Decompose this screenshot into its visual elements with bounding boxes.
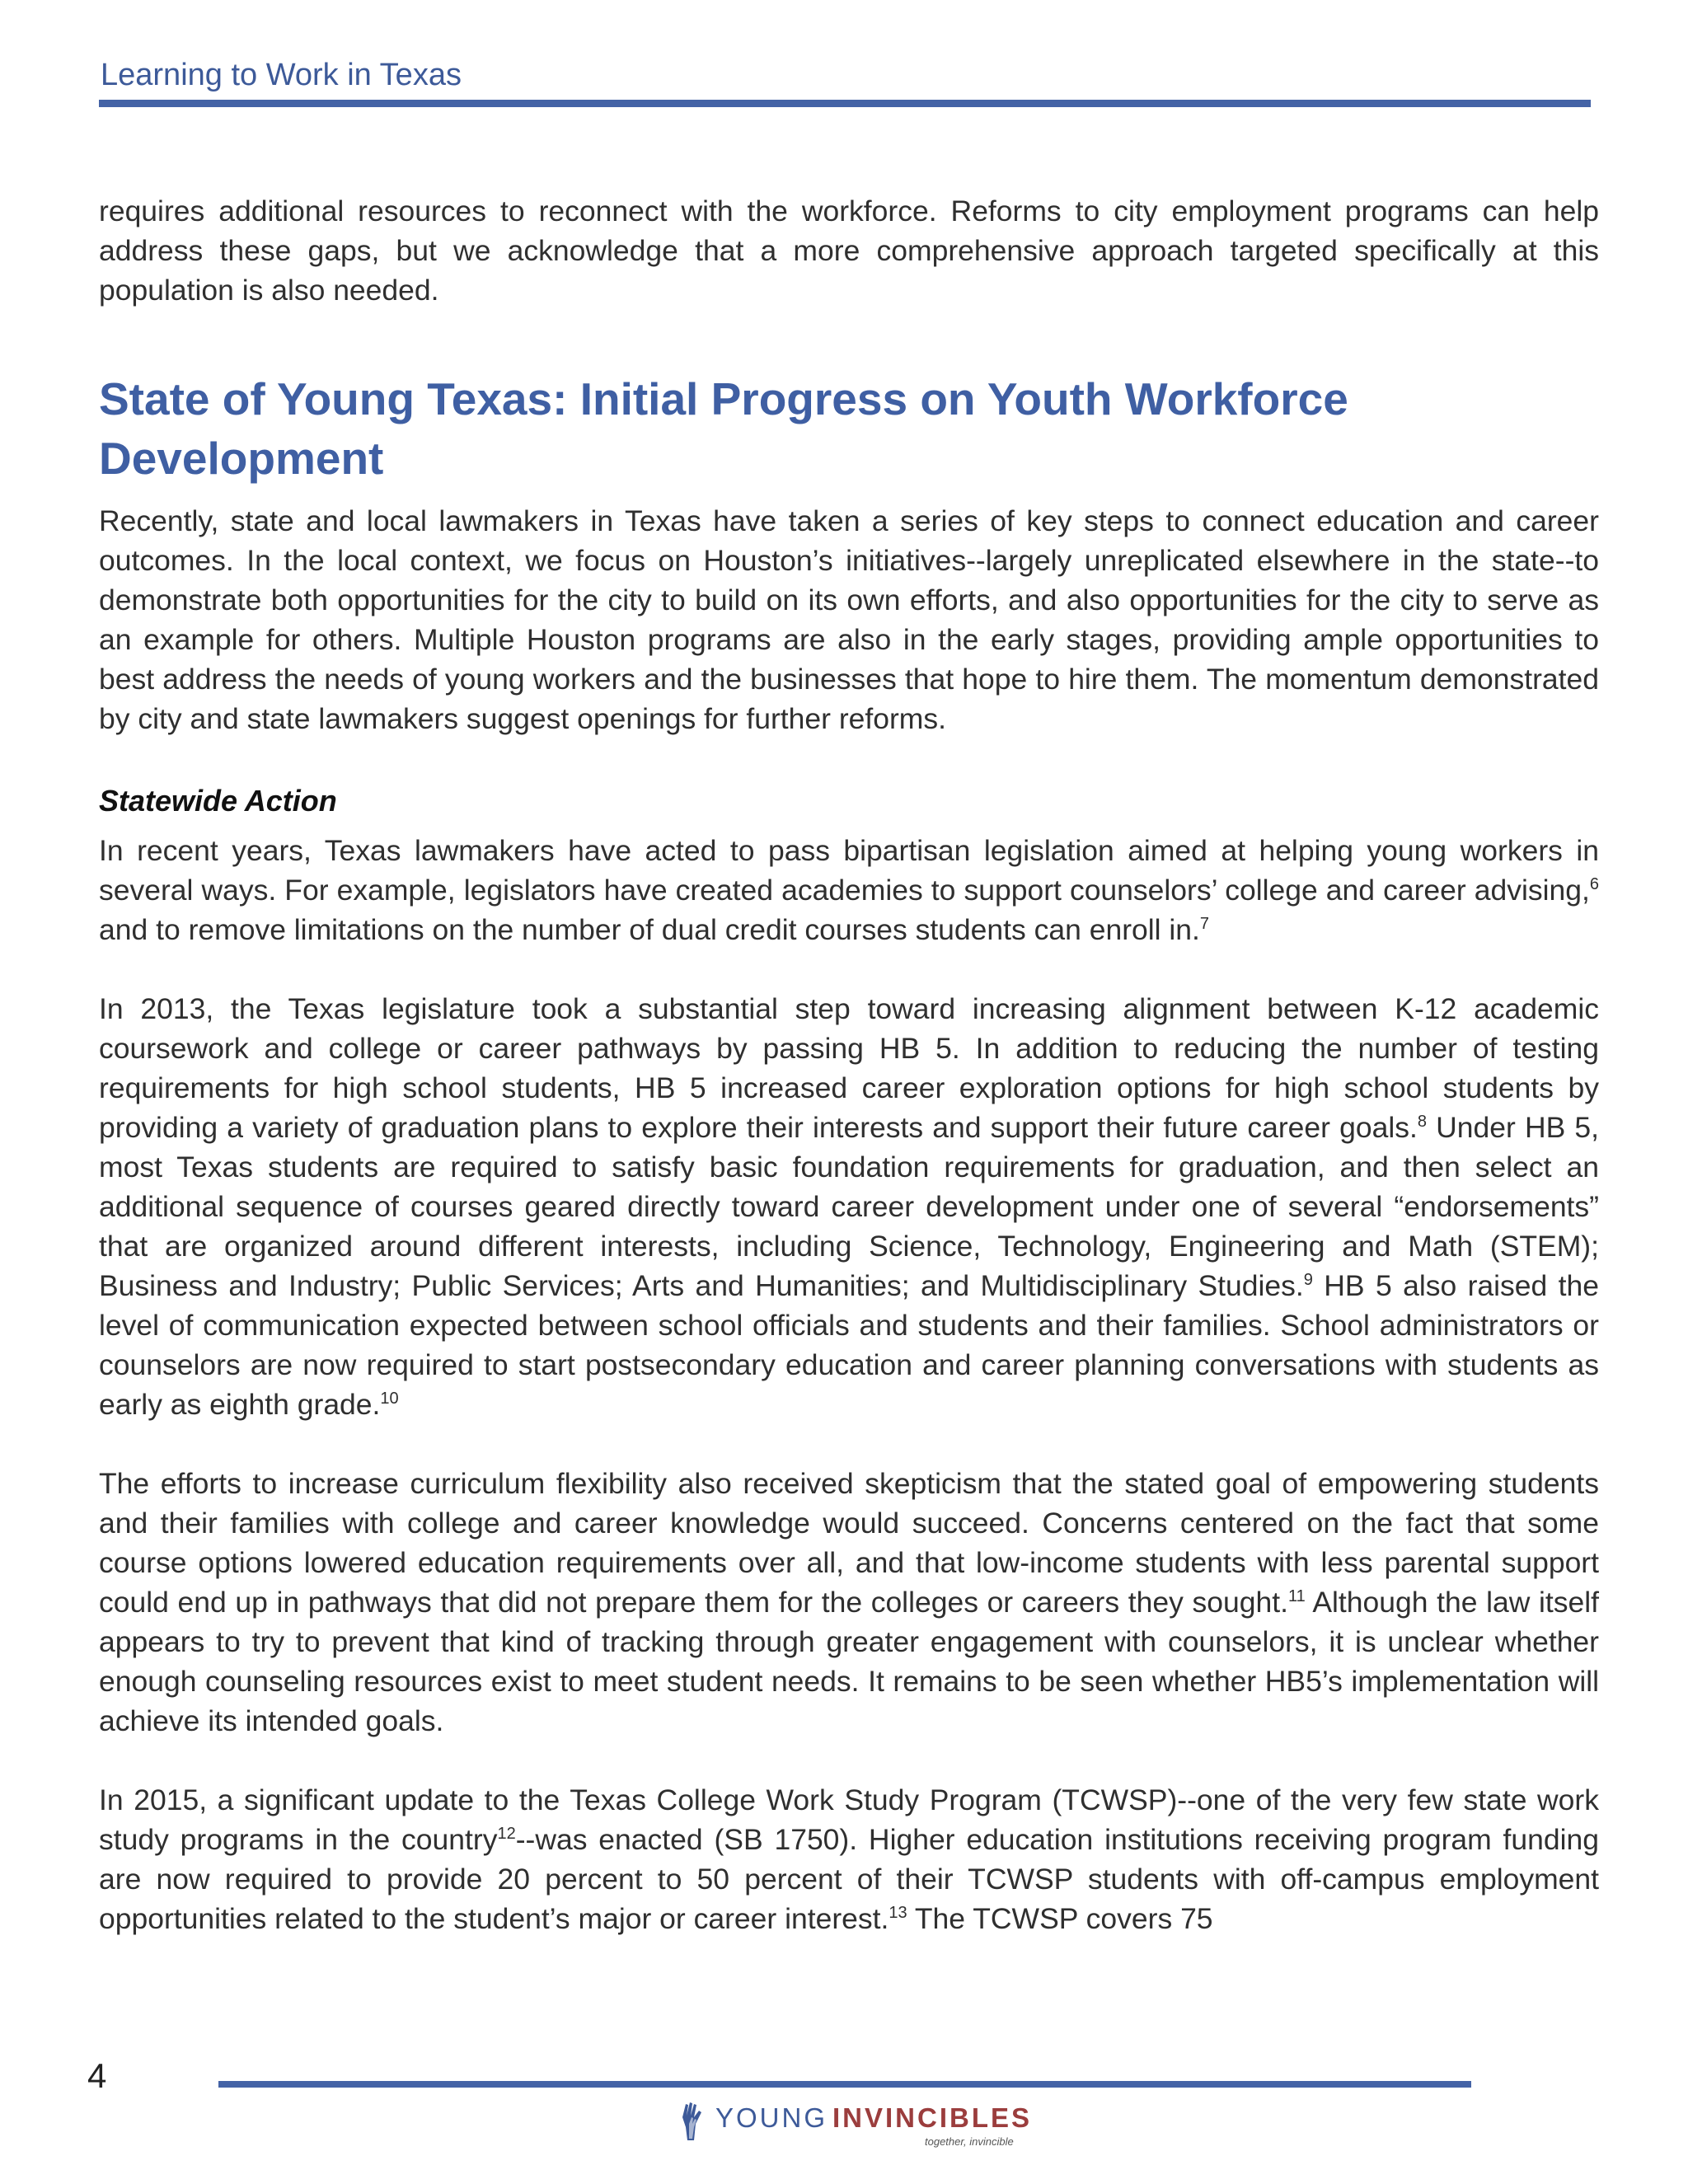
logo-tagline: together, invincible <box>925 2135 1014 2148</box>
young-invincibles-logo <box>678 2097 1033 2149</box>
section-heading: State of Young Texas: Initial Progress on Youth Workforce Development <box>99 373 1348 484</box>
footnote-ref-9[interactable]: 9 <box>1303 1271 1313 1290</box>
header-rule <box>99 100 1591 107</box>
paragraph-4 <box>99 1780 1599 1938</box>
paragraph-2-text-c: HB 5 also raised the level of communication expected between school officials and students and their families. School administrators or counselors are now required to start postsecondary education and career planning conversations with students as early as eighth grade. <box>99 1269 1599 1421</box>
footnote-ref-8[interactable]: 8 <box>1417 1113 1427 1132</box>
page-content <box>99 191 1599 1938</box>
paragraph-3-text-a: The efforts to increase curriculum flexibility also received skepticism that the stated goal of empowering students and their families with college and career knowledge would succeed. Concerns centered on the fact that some course options lowered education requirements over all, and that low-income students with less parental support could end up in pathways that did not prepare them for the colleges or careers they sought. <box>99 1467 1599 1619</box>
page-number: 4 <box>87 2056 107 2095</box>
footnote-ref-10[interactable]: 10 <box>380 1390 399 1408</box>
paragraph-4-text-b: --was enacted (SB 1750). Higher education institutions receiving program funding are now required to provide 20 percent to 50 percent of their TCWSP students with off-campus employment opportunities related to the student’s major or career interest. <box>99 1823 1600 1935</box>
paragraph-1-text-b: and to remove limitations on the number of dual credit courses students can enroll in. <box>99 913 1200 946</box>
logo-invincibles-text: INVINCIBLES <box>832 2102 1033 2133</box>
subsection-heading: Statewide Action <box>99 784 337 818</box>
paragraph-1-text-a: In recent years, Texas lawmakers have acted to pass bipartisan legislation aimed at helping young workers in several ways. For example, legislators have created academies to support counselors’ college and career advising, <box>99 834 1599 907</box>
footnote-ref-11[interactable]: 11 <box>1287 1587 1306 1606</box>
paragraph-4-text-c: The TCWSP covers 75 <box>907 1902 1213 1935</box>
footer-rule <box>218 2081 1471 2088</box>
intro-paragraph: requires additional resources to reconnect with the workforce. Reforms to city employment programs can help address these gaps, but we acknowledge that a more comprehensive approach targeted specifically at this population is also needed. <box>99 194 1599 307</box>
paragraph-3-text-b: Although the law itself appears to try to prevent that kind of tracking through greater engagement with counselors, it is unclear whether enough counseling resources exist to meet student needs. It remains to be seen whether HB5’s implementation will achieve its intended goals. <box>99 1586 1600 1737</box>
paragraph-2-text-b: Under HB 5, most Texas students are required to satisfy basic foundation requirements for graduation, and then select an additional sequence of courses geared directly toward career development under one of several “endorsements” that are organized around different interests, including Science, Technology, Engineering and Math (STEM); Business and Industry; Public Services; Arts and Humanities; and Multidisciplinary Studies. <box>99 1111 1600 1302</box>
paragraph-4-text-a: In 2015, a significant update to the Texas College Work Study Program (TCWSP)--one of the very few state work study programs in the country <box>99 1783 1599 1856</box>
paragraph-2-text-a: In 2013, the Texas legislature took a substantial step toward increasing alignment between K-12 academic coursework and college or career pathways by passing HB 5. In addition to reducing the number of testing requirements for high school students, HB 5 increased career exploration options for high school students by providing a variety of graduation plans to explore their interests and support their future career goals. <box>99 992 1599 1144</box>
footnote-ref-13[interactable]: 13 <box>889 1904 907 1923</box>
running-header-title: Learning to Work in Texas <box>101 58 462 92</box>
footnote-ref-7[interactable]: 7 <box>1199 915 1210 934</box>
paragraph-1 <box>99 831 1599 949</box>
paragraph-3 <box>99 1464 1599 1741</box>
section-paragraph: Recently, state and local lawmakers in Texas have taken a series of key steps to connect education and career outcomes. In the local context, we focus on Houston’s initiatives--largely unreplicated elsewhere in the state--to demonstrate both opportunities for the city to build on its own efforts, and also opportunities for the city to serve as an example for others. Multiple Houston programs are also in the early stages, providing ample opportunities to best address the needs of young workers and the businesses that hope to hire them. The momentum demonstrated by city and state lawmakers suggest openings for further reforms. <box>99 504 1599 735</box>
logo-young-text: YOUNG <box>715 2102 828 2133</box>
footnote-ref-12[interactable]: 12 <box>497 1825 516 1844</box>
footnote-ref-6[interactable]: 6 <box>1589 875 1599 894</box>
raised-hands-icon <box>678 2099 707 2145</box>
paragraph-2 <box>99 989 1599 1424</box>
